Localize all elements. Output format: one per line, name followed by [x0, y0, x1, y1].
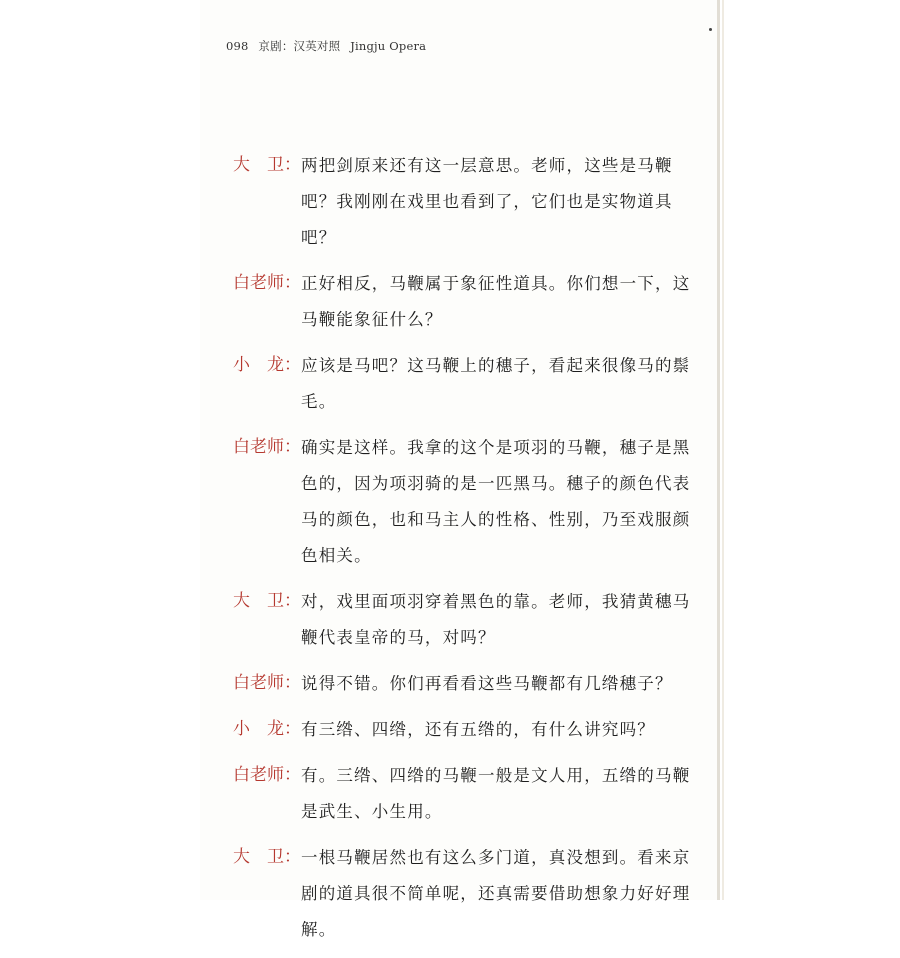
- dialogue-line: 确实是这样。我拿的这个是项羽的马鞭，穗子是黑色的，因为项羽骑的是一匹黑马。穗子的颜色代表马的颜色，也和马主人的性格、性别，乃至戏服颜色相关。: [301, 438, 691, 565]
- speaker-name: 小 龙：: [233, 355, 301, 375]
- book-title-cn: 京剧：汉英对照: [258, 39, 341, 53]
- dialogue-line: 一根马鞭居然也有这么多门道，真没想到。看来京剧的道具很不简单呢，还真需要借助想象力好好理解。: [301, 848, 691, 939]
- speaker-name: 大 卫：: [233, 591, 301, 611]
- speaker-name: 小 龙：: [233, 719, 301, 739]
- page-number: 098: [226, 39, 249, 53]
- speaker-name: 大 卫：: [233, 847, 301, 867]
- dialogue-entry: [233, 266, 703, 338]
- dialogue-line: 有三绺、四绺，还有五绺的，有什么讲究吗？: [301, 720, 655, 739]
- dialogue-entry: [233, 148, 703, 256]
- dialogue-entry: [233, 840, 703, 948]
- dialogue-line: 正好相反，马鞭属于象征性道具。你们想一下，这马鞭能象征什么？: [301, 274, 691, 329]
- dialogue-entry: [233, 666, 703, 702]
- dialogue-line: 两把剑原来还有这一层意思。老师，这些是马鞭吧？我刚刚在戏里也看到了，它们也是实物道具吧？: [301, 156, 673, 247]
- running-head: [226, 38, 432, 54]
- dialogue-line: 应该是马吧？这马鞭上的穗子，看起来很像马的鬃毛。: [301, 356, 691, 411]
- dialogue: [233, 148, 703, 958]
- dialogue-entry: [233, 712, 703, 748]
- speaker-name: 大 卫：: [233, 155, 301, 175]
- speaker-name: 白老师：: [233, 273, 301, 293]
- dialogue-entry: [233, 348, 703, 420]
- print-mark: [709, 28, 712, 31]
- dialogue-line: 说得不错。你们再看看这些马鞭都有几绺穗子？: [301, 674, 673, 693]
- page-edge: [722, 0, 724, 900]
- dialogue-line: 对，戏里面项羽穿着黑色的靠。老师，我猜黄穗马鞭代表皇帝的马，对吗？: [301, 592, 691, 647]
- book-title-en: Jingju Opera: [350, 39, 427, 53]
- dialogue-entry: [233, 430, 703, 574]
- dialogue-line: 有。三绺、四绺的马鞭一般是文人用，五绺的马鞭是武生、小生用。: [301, 766, 691, 821]
- speaker-name: 白老师：: [233, 673, 301, 693]
- dialogue-entry: [233, 584, 703, 656]
- speaker-name: 白老师：: [233, 765, 301, 785]
- dialogue-entry: [233, 758, 703, 830]
- speaker-name: 白老师：: [233, 437, 301, 457]
